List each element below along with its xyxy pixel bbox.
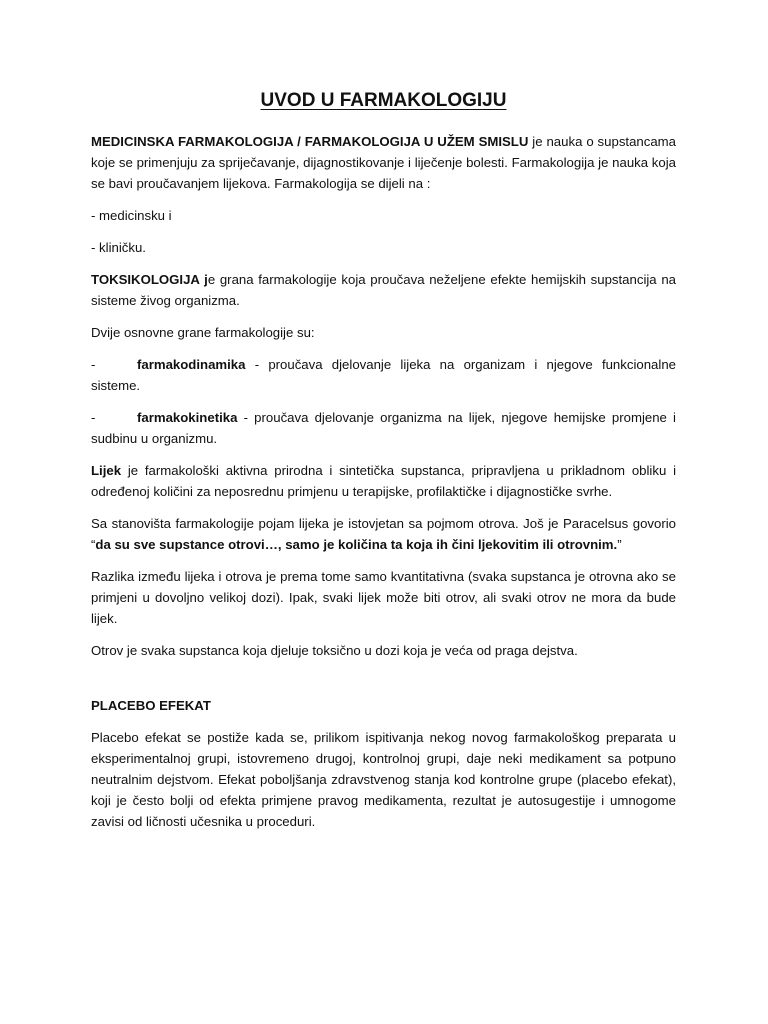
paragraph-toxicology bbox=[91, 269, 676, 311]
paragraph-medical-pharmacology bbox=[91, 131, 676, 194]
section-heading-placebo: PLACEBO EFEKAT bbox=[91, 698, 211, 713]
paragraph-drug-vs-poison: Razlika između lijeka i otrova je prema tome samo kvantitativna (svaka supstanca je otrovna ako se primjeni u dovoljno velikoj dozi). Ipak, svaki lijek može biti otrov, ali svaki otrov ne mora da bude lijek. bbox=[91, 569, 676, 626]
paragraph-drug bbox=[91, 460, 676, 502]
document-title: UVOD U FARMAKOLOGIJU bbox=[260, 90, 507, 111]
paragraph-paracelsus bbox=[91, 513, 676, 555]
paragraph-placebo: Placebo efekat se postiže kada se, prilikom ispitivanja nekog novog farmakološkog preparata u eksperimentalnoj grupi, istovremeno drugoj, kontrolnoj grupi, daje neki medikament sa potpuno neutralnim dejstvom. Efekat poboljšanja zdravstvenog stanja kod kontrolne grupe (placebo efekat), koji je često bolji od efekta primjene pravog medikamenta, rezultat je autosugestije i umnogome zavisi od ličnosti učesnika u proceduri. bbox=[91, 730, 676, 829]
document-page bbox=[91, 88, 676, 843]
branch-item-pharmacokinetics bbox=[91, 407, 676, 449]
term-toxicology: TOKSIKOLOGIJA j bbox=[91, 272, 208, 287]
list-dash: - bbox=[91, 410, 96, 425]
term-pharmacokinetics: farmakokinetika bbox=[137, 410, 238, 425]
term-drug: Lijek bbox=[91, 463, 122, 478]
branch-description: - proučava djelovanje lijeka na organizam i njegove funkcionalne sisteme. bbox=[91, 357, 676, 393]
term-medical-pharmacology: MEDICINSKA FARMAKOLOGIJA / FARMAKOLOGIJA U UŽEM SMISLU bbox=[91, 134, 529, 149]
paracelsus-quote: da su sve supstance otrovi…, samo je količina ta koja ih čini ljekovitim ili otrovnim. bbox=[95, 537, 618, 552]
paragraph-text: je farmakološki aktivna prirodna i sintetička supstanca, pripravljena u prikladnom obliku i određenoj količini za neposrednu primjenu u terapijske, profilaktičke i dijagnostičke svrhe. bbox=[91, 463, 676, 499]
paragraph-poison-definition: Otrov je svaka supstanca koja djeluje toksično u dozi koja je veća od praga dejstva. bbox=[91, 643, 578, 658]
paragraph-branches-intro: Dvije osnovne grane farmakologije su: bbox=[91, 325, 315, 340]
closing-quote: ” bbox=[617, 537, 622, 552]
list-dash: - bbox=[91, 357, 96, 372]
term-pharmacodynamics: farmakodinamika bbox=[137, 357, 246, 372]
branch-description: - proučava djelovanje organizma na lijek, njegove hemijske promjene i sudbinu u organizmu. bbox=[91, 410, 676, 446]
list-item-clinical: - kliničku. bbox=[91, 240, 146, 255]
paragraph-text: e grana farmakologije koja proučava neželjene efekte hemijskih supstancija na sisteme živog organizma. bbox=[91, 272, 676, 308]
paragraph-text: je nauka o supstancama koje se primenjuju za spriječavanje, dijagnostikovanje i liječenje bolesti. Farmakologija je nauka koja se bavi proučavanjem lijekova. Farmakologija se dijeli na : bbox=[91, 134, 676, 191]
list-item-medical: - medicinsku i bbox=[91, 208, 172, 223]
paragraph-text: Sa stanovišta farmakologije pojam lijeka je istovjetan sa pojmom otrova. Još je Paracelsus govorio “ bbox=[91, 516, 676, 552]
branch-item-pharmacodynamics bbox=[91, 354, 676, 396]
